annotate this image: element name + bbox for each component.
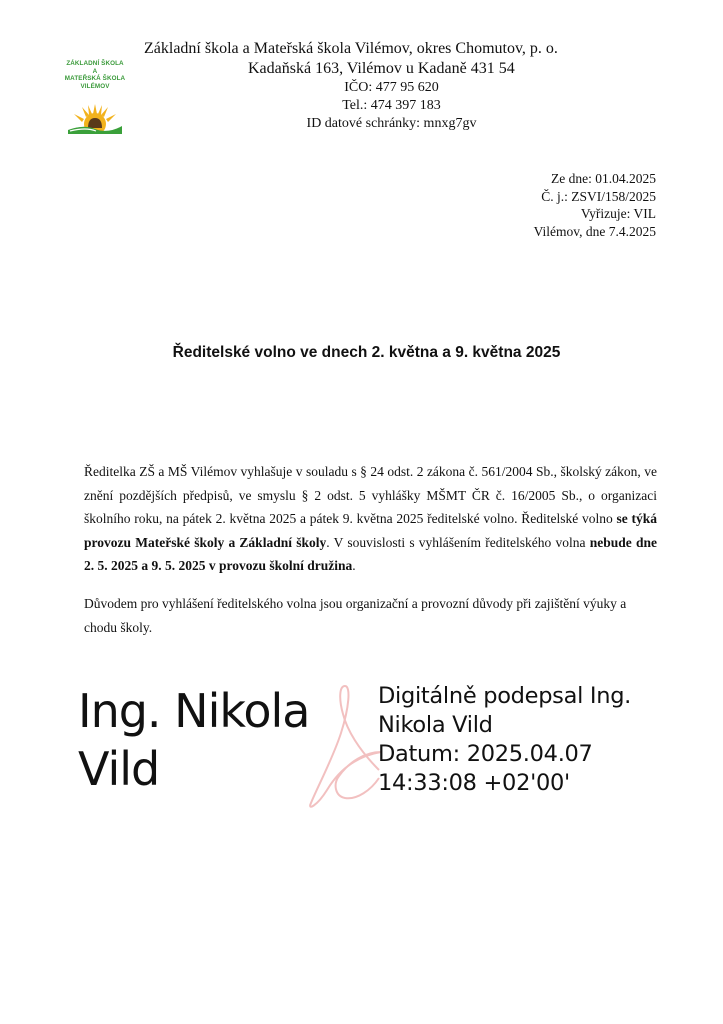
paragraph1-part2: . V souvislosti s vyhlášením ředitelského volna xyxy=(326,534,590,550)
meta-place-date: Vilémov, dne 7.4.2025 xyxy=(533,223,656,239)
paragraph1-part3: . xyxy=(352,558,356,573)
digital-signature-info xyxy=(378,682,631,798)
meta-ze-dne: Ze dne: 01.04.2025 xyxy=(551,171,656,186)
logo-line-1: ZÁKLADNÍ ŠKOLA xyxy=(66,60,124,67)
school-databox-id: ID datové schránky: mnxg7gv xyxy=(306,116,477,131)
school-phone: Tel.: 474 397 183 xyxy=(342,98,441,113)
signature-info-line4: 14:33:08 +02'00' xyxy=(378,770,570,796)
school-name: Základní škola a Mateřská škola Vilémov, okres Chomutov, p. o. xyxy=(144,40,558,57)
paragraph1-bold2: nebude dne 2. 5. 2025 a 9. 5. 2025 v provozu školní družina xyxy=(84,534,657,573)
school-address: Kadaňská 163, Vilémov u Kadaně 431 54 xyxy=(248,60,515,77)
meta-handled-by: Vyřizuje: VIL xyxy=(580,206,656,221)
logo-line-2: A xyxy=(92,67,98,75)
signature-name-line2: Vild xyxy=(78,742,160,796)
meta-reference-number: Č. j.: ZSVI/158/2025 xyxy=(541,188,656,204)
paragraph-announcement xyxy=(84,460,657,578)
document-title: Ředitelské volno ve dnech 2. května a 9. května 2025 xyxy=(172,344,561,361)
paragraph1-bold1: se týká provozu Mateřské školy a Základní školy xyxy=(84,511,658,550)
paragraph1-part1: Ředitelka ZŠ a MŠ Vilémov vyhlašuje v souladu s § 24 odst. 2 zákona č. 561/2004 Sb., školský zákon, ve znění pozdějších předpisů, ve smyslu § 2 odst. 5 vyhlášky MŠMT ČR č. 16/2005 Sb., o organizaci školního roku, na pátek 2. května 2025 a pátek 9. května 2025 ředitelské volno. Ředitelské volno xyxy=(84,464,657,526)
document-meta xyxy=(534,170,656,240)
signature-info-line3: Datum: 2025.04.07 xyxy=(378,741,593,767)
signature-name xyxy=(78,682,309,798)
pdf-signature-watermark-icon xyxy=(305,678,385,813)
logo-line-3: MATEŘSKÁ ŠKOLA xyxy=(64,75,126,82)
paragraph-reason: Důvodem pro vyhlášení ředitelského volna jsou organizační a provozní důvody při zajištění výuky a chodu školy. xyxy=(84,596,627,635)
signature-name-line1: Ing. Nikola xyxy=(78,684,310,738)
signature-info-line2: Nikola Vild xyxy=(378,712,493,738)
logo-line-4: VILÉMOV xyxy=(80,82,110,90)
signature-info-line1: Digitálně podepsal Ing. xyxy=(378,683,632,709)
school-ico: IČO: 477 95 620 xyxy=(344,80,439,95)
